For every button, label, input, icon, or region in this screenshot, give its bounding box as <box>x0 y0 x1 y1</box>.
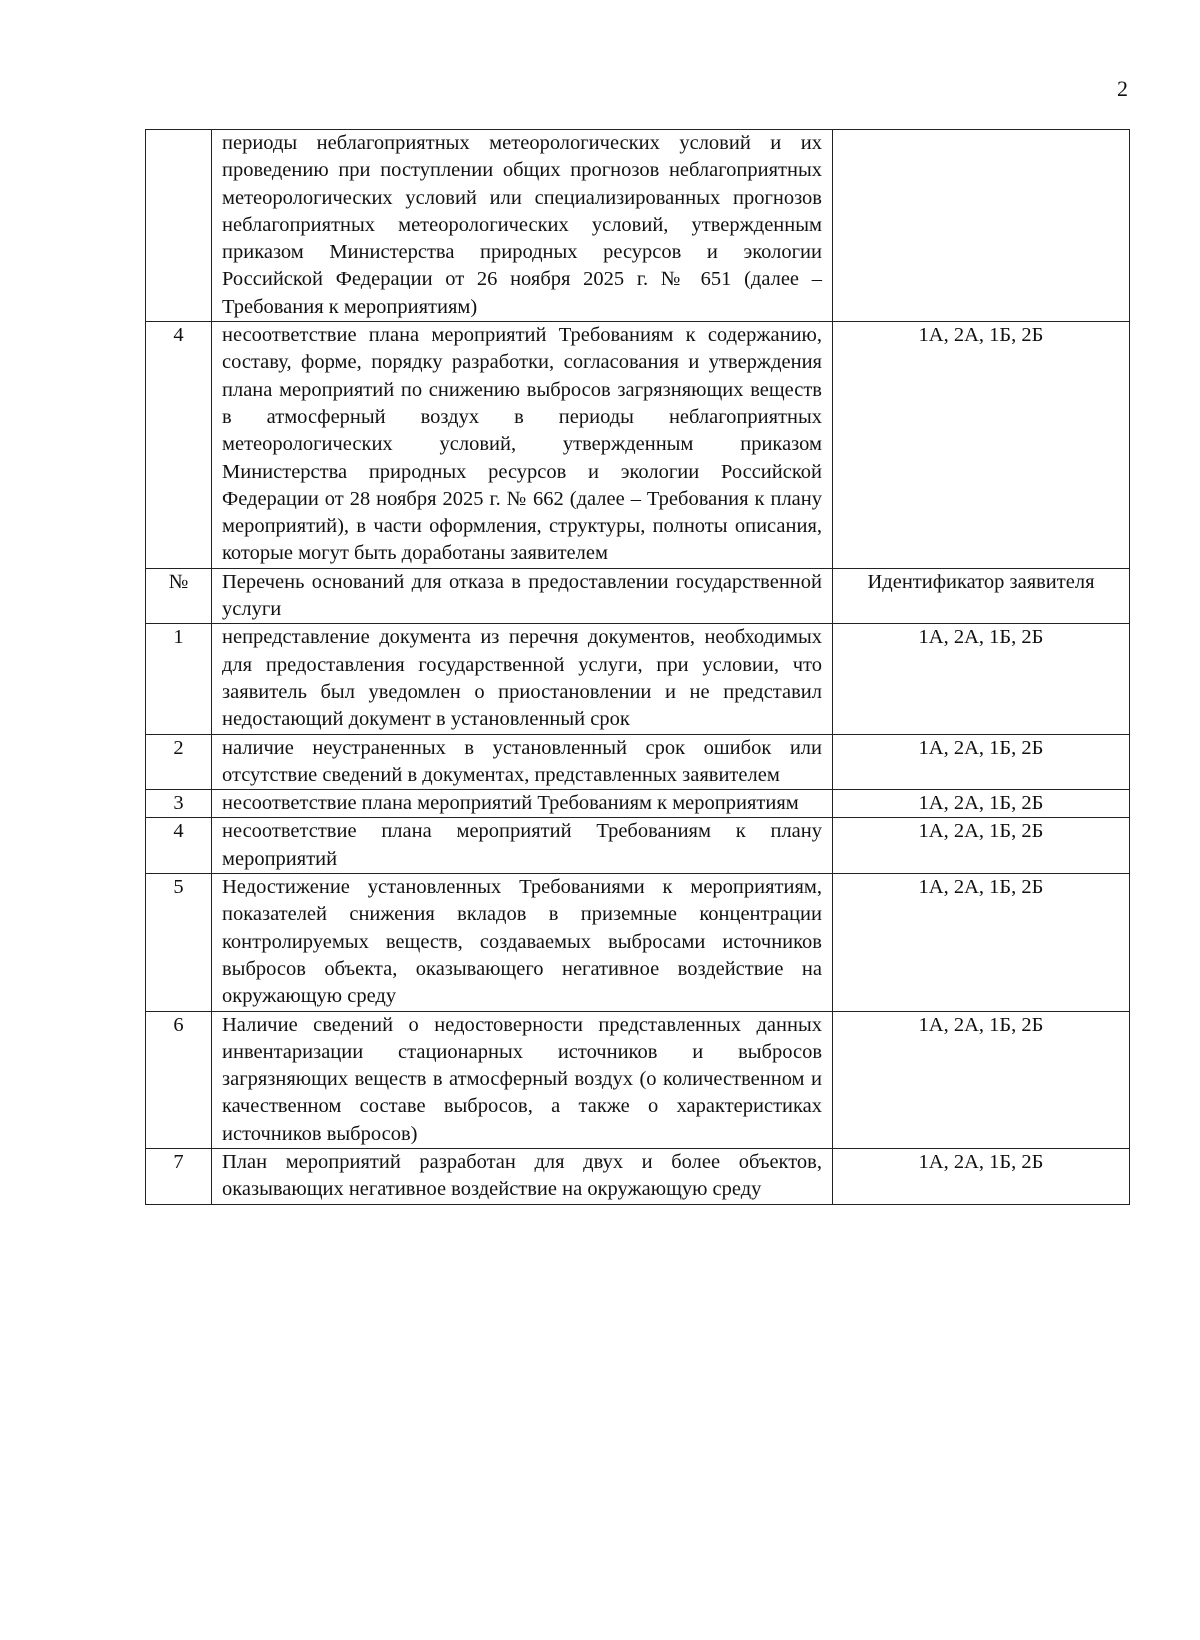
row-applicant-id: 1А, 2А, 1Б, 2Б <box>833 1011 1130 1148</box>
row-text: несоответствие плана мероприятий Требованиям к мероприятиям <box>212 790 833 818</box>
table-row <box>146 874 1130 1011</box>
table-row <box>146 322 1130 569</box>
header-number: № <box>146 568 212 624</box>
grounds-table <box>145 129 1130 1205</box>
row-number: 5 <box>146 874 212 1011</box>
table-row <box>146 130 1130 322</box>
row-number: 2 <box>146 734 212 790</box>
table-row <box>146 1011 1130 1148</box>
header-grounds: Перечень оснований для отказа в предоставлении государственной услуги <box>212 568 833 624</box>
row-number: 1 <box>146 624 212 734</box>
row-applicant-id: 1А, 2А, 1Б, 2Б <box>833 734 1130 790</box>
row-text: Наличие сведений о недостоверности представленных данных инвентаризации стационарных источников и выбросов загрязняющих веществ в атмосферный воздух (о количественном и качественном составе выбросов, а также о характеристиках источников выбросов) <box>212 1011 833 1148</box>
row-applicant-id: 1А, 2А, 1Б, 2Б <box>833 790 1130 818</box>
row-text: периоды неблагоприятных метеорологических условий и их проведению при поступлении общих прогнозов неблагоприятных метеорологических условий или специализированных прогнозов неблагоприятных метеорологических условий, утвержденным приказом Министерства природных ресурсов и экологии Российской Федерации от 26 ноября 2025 г. № 651 (далее – Требования к мероприятиям) <box>212 130 833 322</box>
row-text: План мероприятий разработан для двух и более объектов, оказывающих негативное воздействие на окружающую среду <box>212 1148 833 1204</box>
row-text: несоответствие плана мероприятий Требованиям к содержанию, составу, форме, порядку разработки, согласования и утверждения плана мероприятий по снижению выбросов загрязняющих веществ в атмосферный воздух в периоды неблагоприятных метеорологических условий, утвержденным приказом Министерства природных ресурсов и экологии Российской Федерации от 28 ноября 2025 г. № 662 (далее – Требования к плану мероприятий), в части оформления, структуры, полноты описания, которые могут быть доработаны заявителем <box>212 322 833 569</box>
row-applicant-id <box>833 130 1130 322</box>
header-applicant-id: Идентификатор заявителя <box>833 568 1130 624</box>
row-text: несоответствие плана мероприятий Требованиям к плану мероприятий <box>212 818 833 874</box>
row-applicant-id: 1А, 2А, 1Б, 2Б <box>833 1148 1130 1204</box>
table-header-row <box>146 568 1130 624</box>
row-number <box>146 130 212 322</box>
table-row <box>146 624 1130 734</box>
row-applicant-id: 1А, 2А, 1Б, 2Б <box>833 874 1130 1011</box>
row-applicant-id: 1А, 2А, 1Б, 2Б <box>833 818 1130 874</box>
row-text: непредставление документа из перечня документов, необходимых для предоставления государственной услуги, при условии, что заявитель был уведомлен о приостановлении и не представил недостающий документ в установленный срок <box>212 624 833 734</box>
row-number: 7 <box>146 1148 212 1204</box>
page-number: 2 <box>1117 76 1128 101</box>
row-number: 4 <box>146 818 212 874</box>
row-text: наличие неустраненных в установленный срок ошибок или отсутствие сведений в документах, представленных заявителем <box>212 734 833 790</box>
row-number: 3 <box>146 790 212 818</box>
row-applicant-id: 1А, 2А, 1Б, 2Б <box>833 322 1130 569</box>
row-text: Недостижение установленных Требованиями к мероприятиям, показателей снижения вкладов в приземные концентрации контролируемых веществ, создаваемых выбросами источников выбросов объекта, оказывающего негативное воздействие на окружающую среду <box>212 874 833 1011</box>
row-applicant-id: 1А, 2А, 1Б, 2Б <box>833 624 1130 734</box>
table-row <box>146 734 1130 790</box>
table-row <box>146 790 1130 818</box>
table-row <box>146 818 1130 874</box>
row-number: 6 <box>146 1011 212 1148</box>
table-row <box>146 1148 1130 1204</box>
row-number: 4 <box>146 322 212 569</box>
